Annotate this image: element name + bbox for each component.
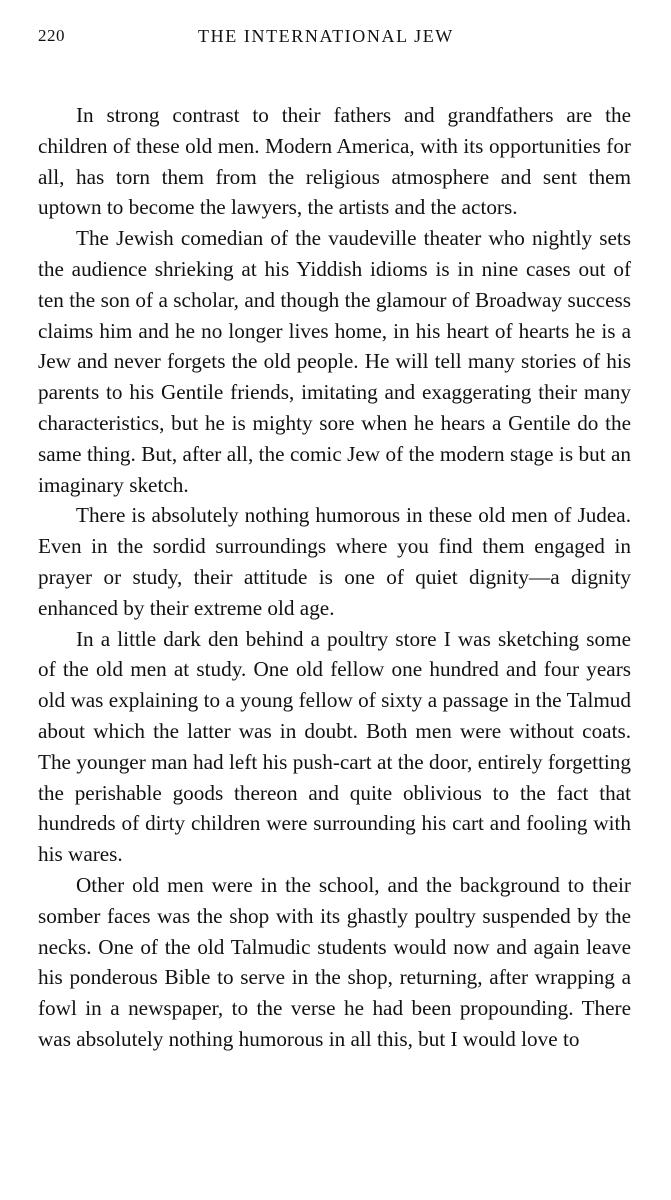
paragraph-4: In a little dark den behind a poultry store I was sketching some of the old men at study. One old fellow one hundred and four years old was explaining to a young fellow of sixty a passage in the Talmud about which the latter was in doubt. Both men were without coats. The younger man had left his push-cart at the door, entirely forgetting the perishable goods thereon and quite oblivious to the fact that hundreds of dirty children were surrounding his cart and fooling with his wares. [38,626,631,867]
paragraph-1: In strong contrast to their fathers and grandfathers are the children of these old men. Modern America, with its opportunities for all, has torn them from the religious atmosphere and sent them uptown to become the lawyers, the artists and the actors. [38,103,631,220]
running-head [38,26,631,56]
running-title: THE INTERNATIONAL JEW [198,26,454,46]
paragraph-3: There is absolutely nothing humorous in these old men of Judea. Even in the sordid surroundings where you find them engaged in prayer or study, their attitude is one of quiet dignity—a dignity enhanced by their extreme old age. [38,503,631,620]
body-text [38,100,631,1055]
paragraph-5: Other old men were in the school, and the background to their somber faces was the shop with its ghastly poultry suspended by the necks. One of the old Talmudic students would now and again leave his ponderous Bible to serve in the shop, returning, after wrapping a fowl in a newspaper, to the verse he had been propounding. There was absolutely nothing humorous in all this, but I would love to [38,872,631,1051]
page-number: 220 [38,26,65,45]
paragraph-2: The Jewish comedian of the vaudeville theater who nightly sets the audience shrieking at his Yiddish idioms is in nine cases out of ten the son of a scholar, and though the glamour of Broadway success claims him and he no longer lives home, in his heart of hearts he is a Jew and never forgets the old people. He will tell many stories of his parents to his Gentile friends, imitating and exaggerating their many characteristics, but he is mighty sore when he hears a Gentile do the same thing. But, after all, the comic Jew of the modern stage is but an imaginary sketch. [38,226,631,497]
